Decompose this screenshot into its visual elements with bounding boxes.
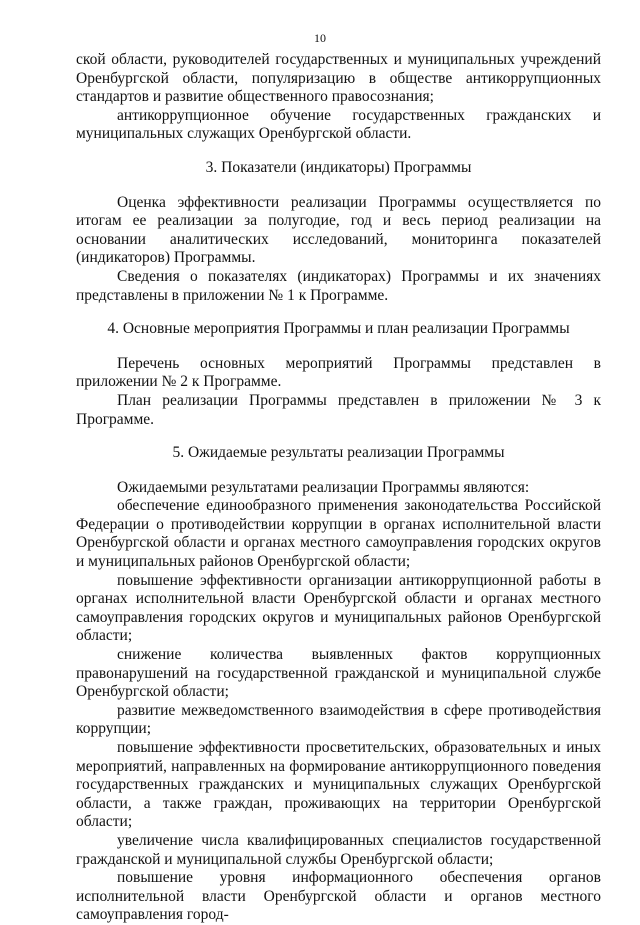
- section-5-lead: Ожидаемыми результатами реализации Программы являются:: [117, 478, 530, 496]
- section-4-heading: 4. Основные мероприятия Программы и план реализации Программы: [107, 320, 570, 338]
- section-3-paragraph-2: Сведения о показателях (индикаторах) Программы и их значениях представлены в приложении № 1 к Программе.: [76, 267, 601, 304]
- result-item: повышение уровня информационного обеспечения органов исполнительной власти Оренбургской области и органов местного самоуправления город-: [76, 869, 601, 924]
- result-item: повышение эффективности просветительских, образовательных и иных мероприятий, направленных на формирование антикоррупционного поведения государственных гражданских и муниципальных служащих Оренбургской области, а также граждан, проживающих на территории Оренбургской области;: [76, 739, 601, 831]
- section-3-paragraph-1: Оценка эффективности реализации Программы осуществляется по итогам ее реализации за полугодие, год и весь период реализации на основании аналитических исследований, мониторинга показателей (индикаторов) Программы.: [76, 193, 601, 267]
- section-3-heading: 3. Показатели (индикаторы) Программы: [205, 158, 472, 176]
- section-4-paragraph-1: Перечень основных мероприятий Программы представлен в приложении № 2 к Программе.: [76, 354, 601, 391]
- page-number: 10: [314, 31, 326, 45]
- result-item: развитие межведомственного взаимодействия в сфере противодействия коррупции;: [76, 701, 601, 738]
- result-item: обеспечение единообразного применения законодательства Российской Федерации о противодействии коррупции в органах исполнительной власти Оренбургской области и органах местного самоуправления городских округов и муниципальных районов Оренбургской области;: [76, 497, 601, 571]
- document-body: [76, 51, 601, 925]
- result-item: снижение количества выявленных фактов коррупционных правонарушений на государственной гражданской и муниципальной службе Оренбургской области;: [76, 646, 601, 701]
- intro-paragraph-2: антикоррупционное обучение государственных гражданских и муниципальных служащих Оренбургской области.: [76, 106, 601, 143]
- intro-paragraph-1: ской области, руководителей государственных и муниципальных учреждений Оренбургской области, популяризацию в обществе антикоррупционных стандартов и развитие общественного правосознания;: [76, 51, 601, 106]
- result-item: повышение эффективности организации антикоррупционной работы в органах исполнительной власти Оренбургской области и органах местного самоуправления городских округов и муниципальных районов Оренбургской области;: [76, 571, 601, 645]
- section-5-heading: 5. Ожидаемые результаты реализации Программы: [172, 444, 505, 462]
- result-item: увеличение числа квалифицированных специалистов государственной гражданской и муниципальной службы Оренбургской области;: [76, 831, 601, 868]
- section-4-paragraph-2: План реализации Программы представлен в приложении № 3 к Программе.: [76, 391, 601, 428]
